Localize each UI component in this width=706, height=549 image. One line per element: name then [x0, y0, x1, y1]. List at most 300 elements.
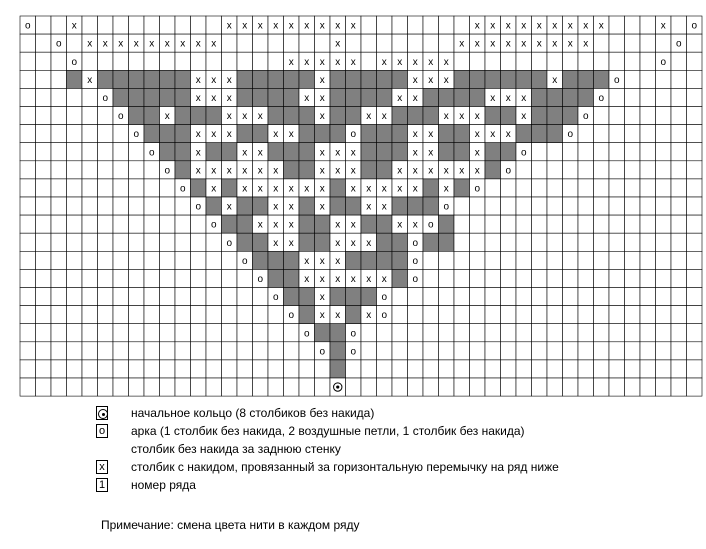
chart-cell	[578, 197, 594, 215]
chart-cell	[20, 52, 36, 70]
chart-cell	[640, 306, 656, 324]
chart-cell	[67, 179, 83, 197]
chart-cell	[20, 70, 36, 88]
dc-stitch-mark: x	[242, 165, 248, 177]
chart-cell	[656, 88, 672, 106]
dc-stitch-mark: x	[304, 273, 310, 285]
chart-cell	[98, 251, 114, 269]
chart-cell	[532, 179, 548, 197]
chart-cell	[547, 288, 563, 306]
chart-cell	[640, 70, 656, 88]
chart-cell	[423, 269, 439, 287]
chart-cell	[299, 34, 315, 52]
arch-mark: o	[412, 237, 419, 249]
chart-cell	[578, 215, 594, 233]
dc-stitch-mark: x	[412, 165, 418, 177]
chart-cell	[330, 342, 346, 360]
dc-stitch-mark: x	[397, 183, 403, 195]
chart-cell	[470, 360, 486, 378]
chart-cell	[392, 16, 408, 34]
chart-cell	[439, 125, 455, 143]
chart-cell	[454, 52, 470, 70]
dc-stitch-mark: x	[350, 147, 356, 159]
chart-cell	[299, 107, 315, 125]
chart-cell	[129, 52, 145, 70]
legend-text: столбик без накида за заднюю стенку	[131, 442, 341, 456]
chart-cell	[423, 16, 439, 34]
chart-cell	[485, 52, 501, 70]
arch-mark: o	[443, 201, 450, 213]
chart-cell	[547, 107, 563, 125]
chart-cell	[563, 233, 579, 251]
arch-mark: o	[102, 92, 109, 104]
chart-cell	[516, 215, 532, 233]
chart-cell	[98, 107, 114, 125]
chart-cell	[640, 197, 656, 215]
chart-cell	[640, 360, 656, 378]
chart-cell	[563, 378, 579, 396]
chart-cell	[485, 342, 501, 360]
chart-cell	[113, 52, 129, 70]
chart-cell	[160, 125, 176, 143]
chart-cell	[36, 125, 52, 143]
dc-stitch-mark: x	[412, 147, 418, 159]
chart-cell	[578, 342, 594, 360]
chart-cell	[129, 215, 145, 233]
chart-cell	[284, 378, 300, 396]
dc-stitch-mark: x	[226, 111, 232, 123]
chart-cell	[392, 324, 408, 342]
dc-stitch-mark: x	[180, 38, 186, 50]
dc-stitch-mark: x	[87, 74, 93, 86]
chart-cell	[330, 125, 346, 143]
chart-cell	[113, 342, 129, 360]
chart-cell	[299, 161, 315, 179]
chart-cell	[113, 269, 129, 287]
chart-cell	[175, 233, 191, 251]
chart-cell	[20, 378, 36, 396]
row-number-symbol-icon: 1	[96, 478, 108, 492]
chart-cell	[67, 342, 83, 360]
dc-stitch-mark: x	[443, 183, 449, 195]
chart-cell	[454, 143, 470, 161]
dc-stitch-mark: x	[660, 20, 666, 32]
chart-cell	[408, 306, 424, 324]
chart-cell	[516, 197, 532, 215]
chart-cell	[687, 34, 703, 52]
chart-cell	[284, 107, 300, 125]
chart-cell	[20, 161, 36, 179]
chart-cell	[547, 197, 563, 215]
chart-cell	[609, 34, 625, 52]
chart-cell	[175, 324, 191, 342]
chart-cell	[625, 288, 641, 306]
chart-cell	[144, 378, 160, 396]
chart-cell	[175, 143, 191, 161]
chart-cell	[144, 269, 160, 287]
chart-cell	[144, 179, 160, 197]
chart-cell	[625, 179, 641, 197]
chart-cell	[98, 233, 114, 251]
dc-stitch-mark: x	[319, 310, 325, 322]
chart-cell	[485, 269, 501, 287]
chart-cell	[144, 88, 160, 106]
chart-cell	[67, 215, 83, 233]
chart-cell	[563, 215, 579, 233]
chart-cell	[454, 324, 470, 342]
dc-stitch-mark: x	[242, 183, 248, 195]
dc-stitch-mark: x	[288, 201, 294, 213]
chart-cell	[609, 378, 625, 396]
dc-stitch-mark: x	[428, 147, 434, 159]
dc-stitch-mark: x	[257, 147, 263, 159]
dc-stitch-mark: x	[335, 219, 341, 231]
arch-mark: o	[226, 237, 233, 249]
dc-stitch-mark: x	[366, 310, 372, 322]
chart-cell	[656, 342, 672, 360]
dc-stitch-mark: x	[381, 201, 387, 213]
chart-cell	[113, 179, 129, 197]
chart-cell	[485, 161, 501, 179]
dc-stitch-mark: x	[381, 56, 387, 68]
chart-cell	[129, 324, 145, 342]
chart-cell	[578, 251, 594, 269]
dc-stitch-mark: x	[335, 255, 341, 267]
chart-cell	[687, 70, 703, 88]
chart-cell	[547, 269, 563, 287]
chart-cell	[51, 251, 67, 269]
chart-cell	[656, 324, 672, 342]
chart-cell	[175, 215, 191, 233]
chart-cell	[563, 306, 579, 324]
dc-stitch-mark: x	[273, 183, 279, 195]
chart-cell	[191, 360, 207, 378]
chart-cell	[501, 107, 517, 125]
chart-cell	[36, 52, 52, 70]
chart-cell	[82, 125, 98, 143]
chart-cell	[160, 143, 176, 161]
legend-text: столбик с накидом, провязанный за горизонтальную перемычку на ряд ниже	[131, 460, 559, 474]
chart-cell	[547, 143, 563, 161]
arch-mark: o	[381, 310, 388, 322]
chart-cell	[640, 288, 656, 306]
arch-mark: o	[675, 38, 682, 50]
chart-cell	[129, 70, 145, 88]
chart-cell	[98, 324, 114, 342]
chart-cell	[113, 16, 129, 34]
chart-cell	[687, 197, 703, 215]
chart-cell	[98, 16, 114, 34]
chart-cell	[206, 288, 222, 306]
dc-stitch-mark: x	[273, 129, 279, 141]
chart-cell	[315, 233, 331, 251]
chart-cell	[113, 215, 129, 233]
chart-cell	[532, 378, 548, 396]
dc-stitch-mark: x	[195, 74, 201, 86]
legend-text: начальное кольцо (8 столбиков без накида)	[131, 406, 375, 420]
chart-cell	[640, 52, 656, 70]
chart-cell	[330, 288, 346, 306]
chart-cell	[563, 179, 579, 197]
chart-cell	[687, 324, 703, 342]
chart-cell	[315, 34, 331, 52]
chart-cell	[423, 233, 439, 251]
chart-cell	[532, 70, 548, 88]
chart-cell	[36, 88, 52, 106]
dc-stitch-mark: x	[381, 183, 387, 195]
chart-cell	[237, 215, 253, 233]
dc-stitch-mark: x	[474, 111, 480, 123]
chart-cell	[144, 161, 160, 179]
arch-mark: o	[474, 183, 481, 195]
chart-cell	[299, 288, 315, 306]
chart-cell	[129, 378, 145, 396]
chart-cell	[547, 342, 563, 360]
chart-cell	[113, 125, 129, 143]
chart-cell	[315, 215, 331, 233]
dc-stitch-mark: x	[257, 20, 263, 32]
chart-cell	[222, 34, 238, 52]
dc-stitch-mark: x	[164, 111, 170, 123]
chart-cell	[222, 360, 238, 378]
chart-cell	[485, 179, 501, 197]
chart-cell	[516, 378, 532, 396]
chart-cell	[640, 251, 656, 269]
chart-cell	[268, 251, 284, 269]
dc-stitch-mark: x	[319, 74, 325, 86]
chart-cell	[98, 70, 114, 88]
chart-cell	[222, 52, 238, 70]
chart-cell	[253, 342, 269, 360]
arch-mark: o	[598, 92, 605, 104]
chart-cell	[594, 107, 610, 125]
chart-cell	[578, 324, 594, 342]
arch-mark: o	[691, 20, 698, 32]
chart-cell	[67, 269, 83, 287]
chart-cell	[237, 324, 253, 342]
dc-stitch-mark: x	[195, 38, 201, 50]
chart-cell	[36, 215, 52, 233]
dc-stitch-mark: x	[226, 201, 232, 213]
chart-cell	[144, 360, 160, 378]
chart-cell	[361, 215, 377, 233]
chart-cell	[237, 52, 253, 70]
chart-cell	[346, 360, 362, 378]
chart-cell	[377, 342, 393, 360]
chart-cell	[82, 342, 98, 360]
chart-cell	[253, 251, 269, 269]
chart-cell	[563, 70, 579, 88]
chart-cell	[346, 197, 362, 215]
chart-cell	[578, 143, 594, 161]
chart-cell	[609, 197, 625, 215]
chart-cell	[687, 161, 703, 179]
chart-cell	[361, 52, 377, 70]
arch-mark: o	[241, 255, 248, 267]
chart-cell	[625, 70, 641, 88]
chart-cell	[578, 125, 594, 143]
dc-stitch-mark: x	[257, 183, 263, 195]
chart-cell	[299, 215, 315, 233]
dc-stitch-mark: x	[443, 56, 449, 68]
chart-cell	[377, 251, 393, 269]
chart-cell	[98, 288, 114, 306]
dc-stitch-mark: x	[304, 92, 310, 104]
chart-cell	[640, 378, 656, 396]
chart-cell	[160, 215, 176, 233]
dc-stitch-mark: x	[521, 20, 527, 32]
chart-cell	[454, 269, 470, 287]
chart-cell	[51, 360, 67, 378]
chart-cell	[346, 34, 362, 52]
chart-cell	[175, 360, 191, 378]
dc-stitch-mark: x	[319, 20, 325, 32]
chart-cell	[175, 306, 191, 324]
chart-cell	[361, 16, 377, 34]
chart-cell	[594, 143, 610, 161]
chart-cell	[268, 324, 284, 342]
chart-cell	[206, 143, 222, 161]
chart-cell	[113, 143, 129, 161]
chart-cell	[485, 378, 501, 396]
dc-stitch-mark: x	[211, 165, 217, 177]
chart-cell	[532, 143, 548, 161]
chart-cell	[284, 70, 300, 88]
chart-cell	[191, 52, 207, 70]
chart-cell	[67, 107, 83, 125]
chart-cell	[191, 269, 207, 287]
chart-cell	[578, 161, 594, 179]
dc-stitch-mark: x	[273, 201, 279, 213]
chart-cell	[392, 288, 408, 306]
chart-cell	[656, 197, 672, 215]
chart-cell	[160, 378, 176, 396]
dc-stitch-mark: x	[443, 74, 449, 86]
dc-stitch-mark: x	[319, 292, 325, 304]
arch-mark: o	[412, 255, 419, 267]
chart-cell	[563, 251, 579, 269]
chart-cell	[129, 179, 145, 197]
dc-stitch-mark: x	[459, 165, 465, 177]
chart-cell	[144, 306, 160, 324]
chart-cell	[609, 16, 625, 34]
chart-cell	[346, 378, 362, 396]
chart-cell	[408, 107, 424, 125]
chart-cell	[20, 324, 36, 342]
legend-row-start-ring	[96, 405, 696, 423]
chart-cell	[547, 233, 563, 251]
chart-cell	[671, 251, 687, 269]
chart-cell	[175, 88, 191, 106]
chart-cell	[361, 251, 377, 269]
chart-cell	[377, 215, 393, 233]
chart-cell	[113, 88, 129, 106]
chart-cell	[470, 88, 486, 106]
chart-cell	[640, 324, 656, 342]
chart-cell	[656, 306, 672, 324]
chart-cell	[82, 378, 98, 396]
chart-cell	[501, 251, 517, 269]
dc-stitch-mark: x	[118, 38, 124, 50]
chart-cell	[253, 34, 269, 52]
chart-cell	[20, 197, 36, 215]
chart-cell	[563, 161, 579, 179]
chart-cell	[98, 161, 114, 179]
chart-cell	[485, 288, 501, 306]
chart-cell	[299, 306, 315, 324]
chart-cell	[284, 251, 300, 269]
chart-cell	[82, 143, 98, 161]
chart-cell	[206, 233, 222, 251]
chart-cell	[377, 34, 393, 52]
chart-cell	[516, 360, 532, 378]
chart-cell	[454, 70, 470, 88]
chart-cell	[299, 233, 315, 251]
chart-cell	[392, 360, 408, 378]
chart-cell	[563, 324, 579, 342]
chart-cell	[175, 16, 191, 34]
legend-row-dc	[96, 459, 696, 477]
chart-cell	[609, 288, 625, 306]
chart-cell	[594, 197, 610, 215]
chart-cell	[516, 161, 532, 179]
chart-cell	[377, 88, 393, 106]
chart-cell	[20, 107, 36, 125]
chart-cell	[160, 52, 176, 70]
chart-cell	[578, 52, 594, 70]
dc-stitch-mark: x	[226, 129, 232, 141]
chart-cell	[485, 197, 501, 215]
chart-cell	[454, 378, 470, 396]
dc-stitch-mark: x	[195, 92, 201, 104]
dc-stitch-mark: x	[319, 201, 325, 213]
chart-cell	[470, 306, 486, 324]
chart-cell	[485, 251, 501, 269]
chart-cell	[640, 179, 656, 197]
chart-cell	[268, 143, 284, 161]
chart-cell	[687, 107, 703, 125]
chart-cell	[36, 269, 52, 287]
chart-cell	[656, 34, 672, 52]
chart-cell	[671, 125, 687, 143]
chart-cell	[160, 288, 176, 306]
chart-cell	[20, 306, 36, 324]
dc-stitch-mark: x	[335, 147, 341, 159]
chart-cell	[594, 34, 610, 52]
chart-cell	[563, 52, 579, 70]
dc-stitch-mark: x	[273, 219, 279, 231]
chart-cell	[485, 70, 501, 88]
chart-cell	[315, 324, 331, 342]
chart-cell	[51, 161, 67, 179]
chart-cell	[346, 306, 362, 324]
chart-cell	[532, 161, 548, 179]
dc-stitch-mark: x	[350, 20, 356, 32]
arch-mark: o	[272, 292, 279, 304]
chart-cell	[485, 360, 501, 378]
chart-cell	[20, 125, 36, 143]
arch-mark: o	[520, 147, 527, 159]
arch-mark: o	[613, 74, 620, 86]
chart-cell	[532, 125, 548, 143]
chart-cell	[284, 288, 300, 306]
dc-stitch-mark: x	[304, 183, 310, 195]
chart-cell	[547, 161, 563, 179]
chart-cell	[671, 342, 687, 360]
dc-stitch-mark: x	[71, 20, 77, 32]
chart-cell	[191, 342, 207, 360]
dc-stitch-mark: x	[288, 129, 294, 141]
